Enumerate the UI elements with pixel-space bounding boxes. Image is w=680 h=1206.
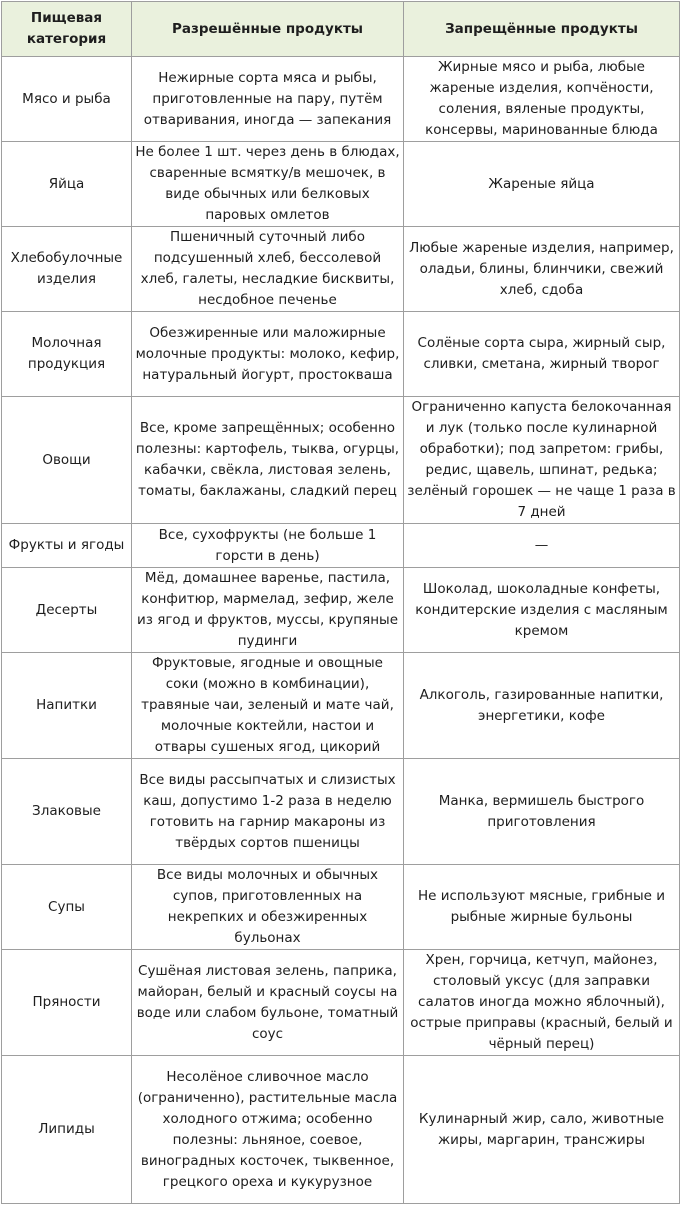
table-row [2, 142, 680, 227]
header-forbidden: Запрещённые продукты [404, 2, 680, 57]
table-row [2, 1056, 680, 1204]
table-row [2, 57, 680, 142]
category-cell: Молочная продукция [2, 312, 132, 397]
forbidden-cell: Не используют мясные, грибные и рыбные жирные бульоны [404, 865, 680, 950]
allowed-cell: Сушёная листовая зелень, паприка, майоран, белый и красный соусы на воде или слабом бульоне, томатный соус [132, 950, 404, 1056]
forbidden-cell: Солёные сорта сыра, жирный сыр, сливки, сметана, жирный творог [404, 312, 680, 397]
category-cell: Фрукты и ягоды [2, 524, 132, 568]
allowed-cell: Нежирные сорта мяса и рыбы, приготовленные на пару, путём отваривания, иногда — запекания [132, 57, 404, 142]
category-cell: Мясо и рыба [2, 57, 132, 142]
forbidden-cell: Манка, вермишель быстрого приготовления [404, 759, 680, 865]
category-cell: Пряности [2, 950, 132, 1056]
forbidden-cell: — [404, 524, 680, 568]
allowed-cell: Все виды молочных и обычных супов, приготовленных на некрепких и обезжиренных бульонах [132, 865, 404, 950]
allowed-cell: Обезжиренные или маложирные молочные продукты: молоко, кефир, натуральный йогурт, простокваша [132, 312, 404, 397]
header-allowed: Разрешённые продукты [132, 2, 404, 57]
allowed-cell: Пшеничный суточный либо подсушенный хлеб, бессолевой хлеб, галеты, несладкие бисквиты, несдобное печенье [132, 227, 404, 312]
table-row [2, 227, 680, 312]
table-row [2, 759, 680, 865]
forbidden-cell: Любые жареные изделия, например, оладьи, блины, блинчики, свежий хлеб, сдоба [404, 227, 680, 312]
forbidden-cell: Алкоголь, газированные напитки, энергетики, кофе [404, 653, 680, 759]
category-cell: Липиды [2, 1056, 132, 1204]
category-cell: Десерты [2, 568, 132, 653]
table-row [2, 312, 680, 397]
category-cell: Яйца [2, 142, 132, 227]
category-cell: Хлебобулочные изделия [2, 227, 132, 312]
allowed-cell: Фруктовые, ягодные и овощные соки (можно в комбинации), травяные чаи, зеленый и мате чай, молочные коктейли, настои и отвары сушеных ягод, цикорий [132, 653, 404, 759]
category-cell: Супы [2, 865, 132, 950]
forbidden-cell: Кулинарный жир, сало, животные жиры, маргарин, трансжиры [404, 1056, 680, 1204]
allowed-cell: Несолёное сливочное масло (ограниченно), растительные масла холодного отжима; особенно полезны: льняное, соевое, виноградных косточек, тыквенное, грецкого ореха и кукурузное [132, 1056, 404, 1204]
allowed-cell: Не более 1 шт. через день в блюдах, сваренные всмятку/в мешочек, в виде обычных или белковых паровых омлетов [132, 142, 404, 227]
header-row [2, 2, 680, 57]
forbidden-cell: Жирные мясо и рыба, любые жареные изделия, копчёности, соления, вяленые продукты, консервы, маринованные блюда [404, 57, 680, 142]
header-category: Пищевая категория [2, 2, 132, 57]
allowed-cell: Все, кроме запрещённых; особенно полезны: картофель, тыква, огурцы, кабачки, свёкла, листовая зелень, томаты, баклажаны, сладкий перец [132, 397, 404, 524]
forbidden-cell: Шоколад, шоколадные конфеты, кондитерские изделия с масляным кремом [404, 568, 680, 653]
forbidden-cell: Жареные яйца [404, 142, 680, 227]
table-row [2, 950, 680, 1056]
table-row [2, 568, 680, 653]
table-row [2, 865, 680, 950]
category-cell: Напитки [2, 653, 132, 759]
category-cell: Злаковые [2, 759, 132, 865]
allowed-cell: Все, сухофрукты (не больше 1 горсти в день) [132, 524, 404, 568]
table-row [2, 524, 680, 568]
diet-table [1, 1, 680, 1204]
category-cell: Овощи [2, 397, 132, 524]
forbidden-cell: Хрен, горчица, кетчуп, майонез, столовый уксус (для заправки салатов иногда можно яблочный), острые приправы (красный, белый и чёрный перец) [404, 950, 680, 1056]
forbidden-cell: Ограниченно капуста белокочанная и лук (только после кулинарной обработки); под запретом: грибы, редис, щавель, шпинат, редька; зелёный горошек — не чаще 1 раза в 7 дней [404, 397, 680, 524]
allowed-cell: Все виды рассыпчатых и слизистых каш, допустимо 1-2 раза в неделю готовить на гарнир макароны из твёрдых сортов пшеницы [132, 759, 404, 865]
table-row [2, 653, 680, 759]
table-row [2, 397, 680, 524]
allowed-cell: Мёд, домашнее варенье, пастила, конфитюр, мармелад, зефир, желе из ягод и фруктов, муссы, крупяные пудинги [132, 568, 404, 653]
